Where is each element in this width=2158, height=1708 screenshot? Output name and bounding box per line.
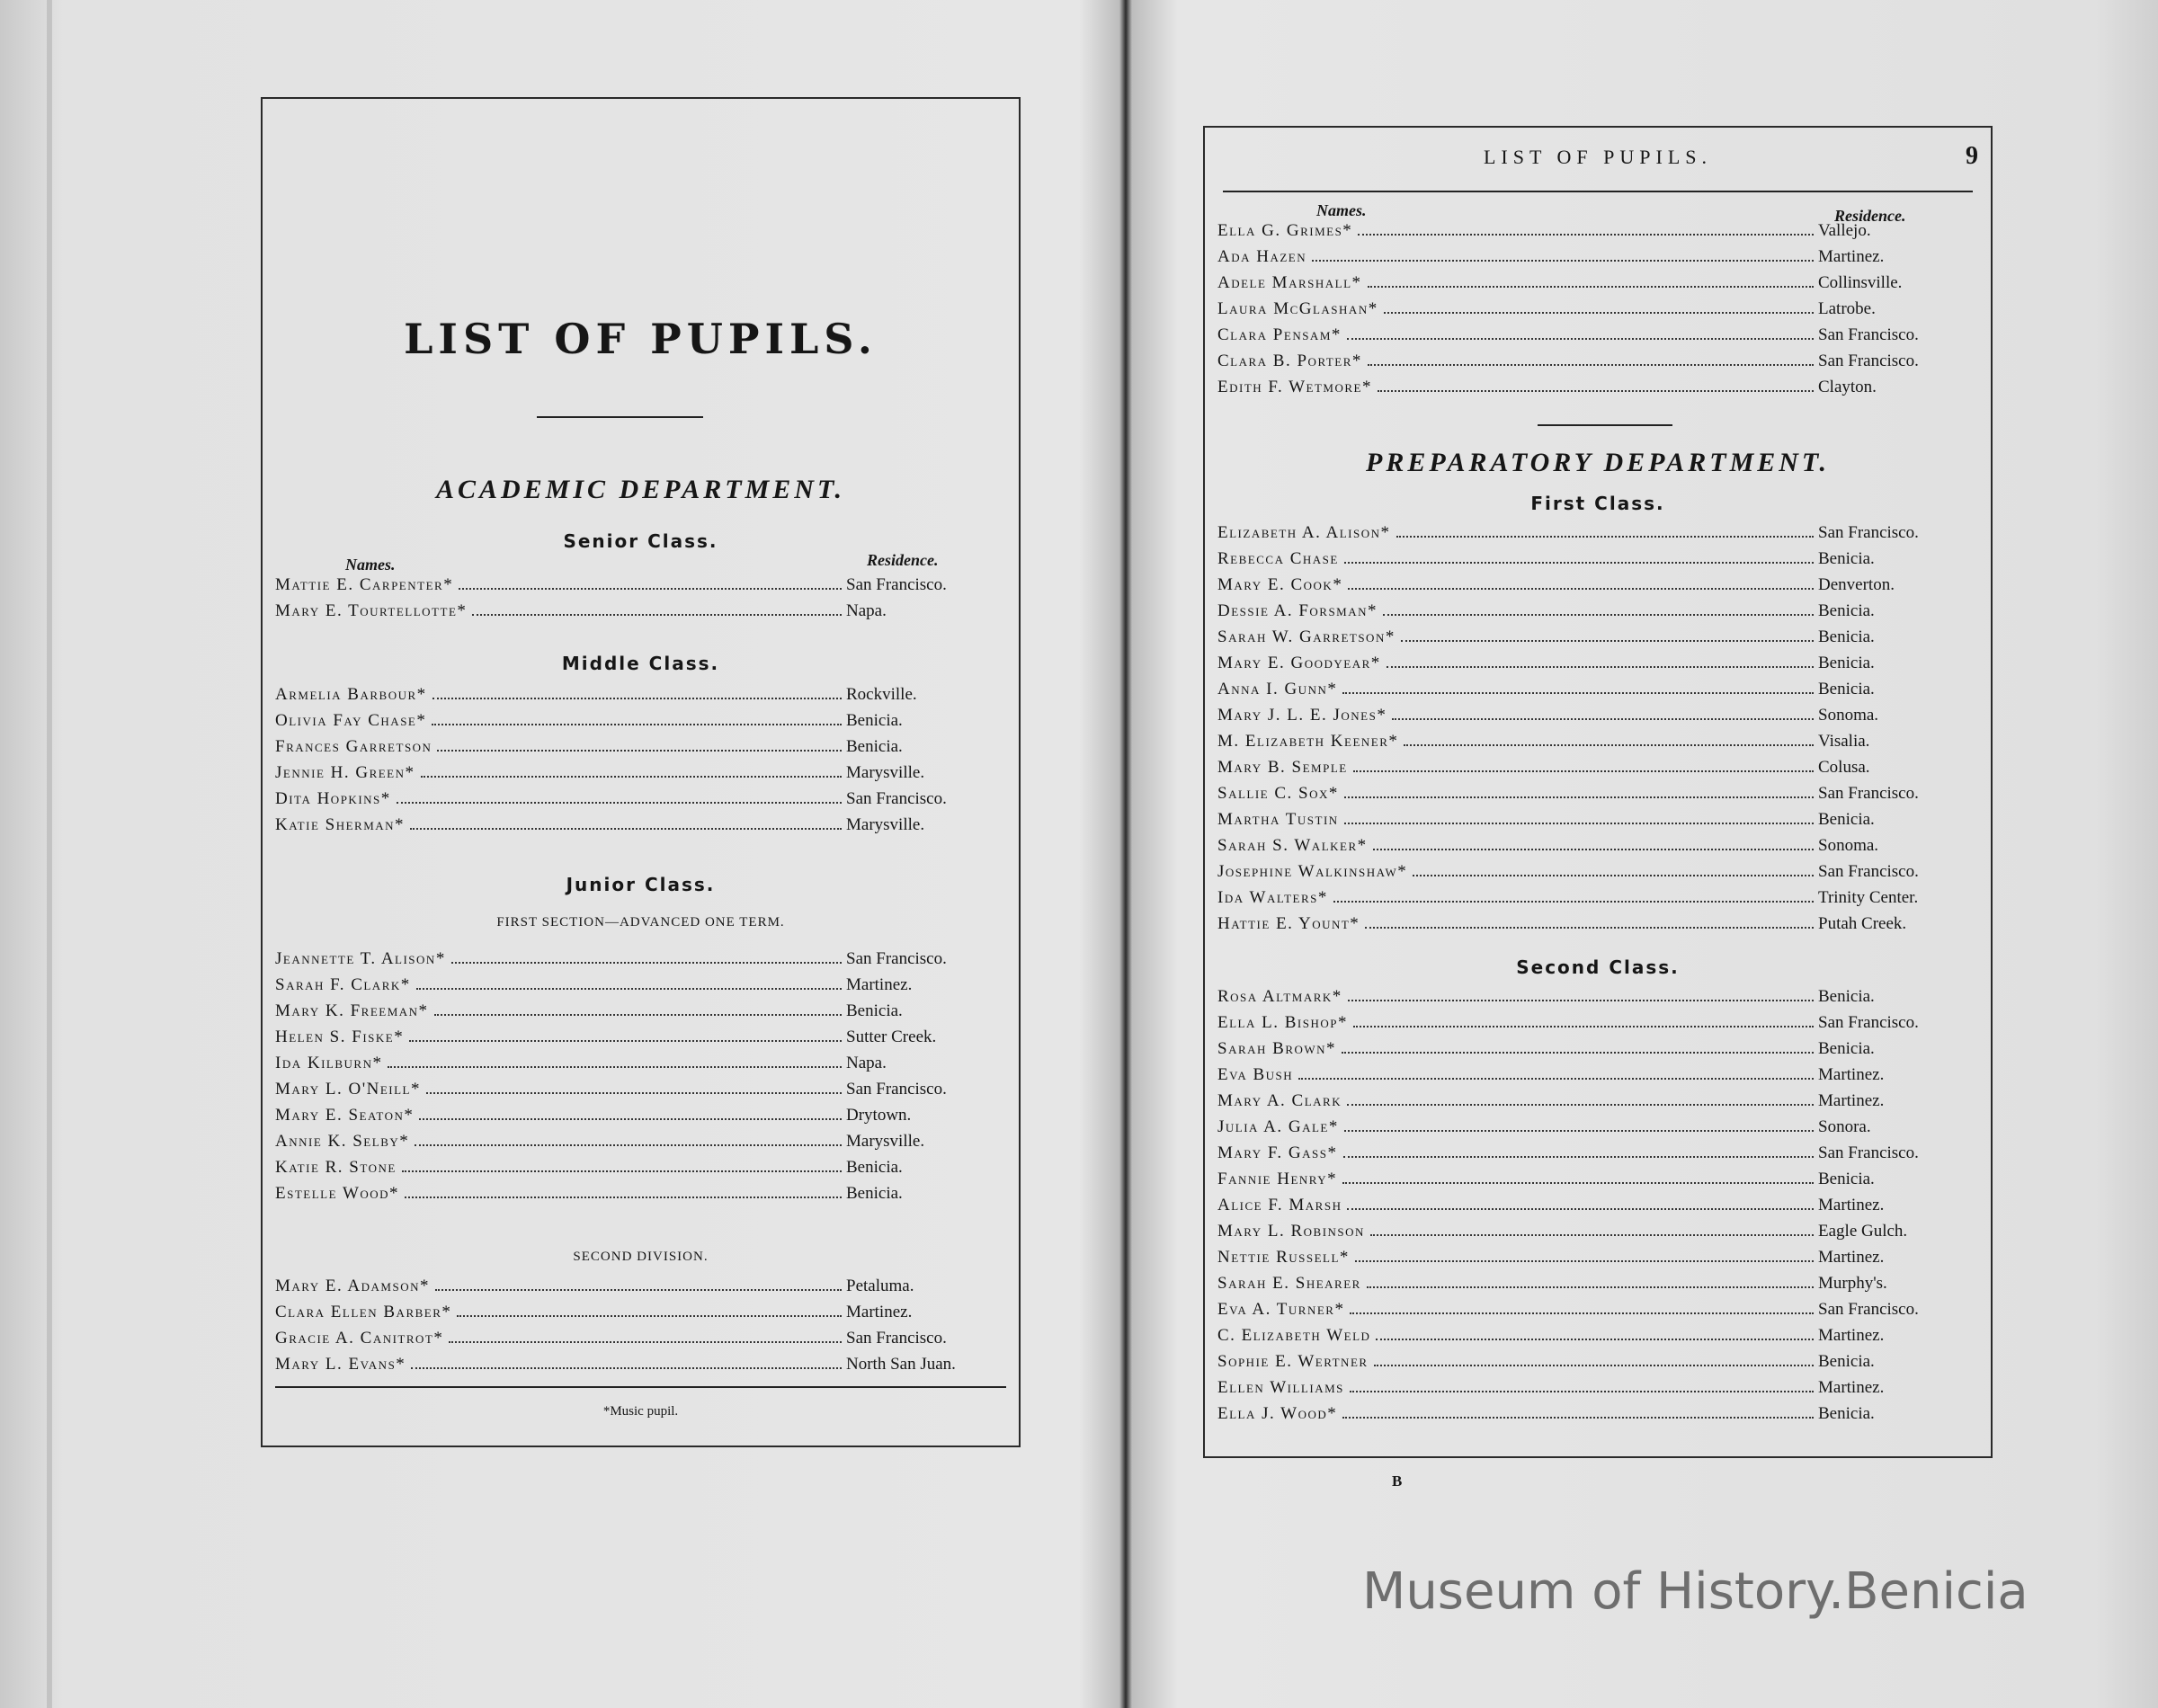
pupil-row [275,711,1006,737]
names-column-head: Names. [345,556,396,574]
pupil-residence: Martinez. [1818,247,1885,266]
page-edge [47,0,52,1708]
pupil-name: Anna I. Gunn* [1217,680,1338,698]
middle-class-heading: Middle Class. [561,653,720,674]
pupil-row [1217,732,1978,758]
pupil-row [1217,1378,1978,1404]
pupil-name: Mary L. Evans* [275,1355,406,1374]
leader-dots [1392,718,1814,720]
continued-list [1217,221,1978,404]
junior-class-heading: Junior Class. [566,874,716,895]
junior-second-division-list [275,1277,1006,1381]
pupil-residence: San Francisco. [846,949,947,968]
senior-class-heading: Senior Class. [563,530,718,552]
pupil-name: Ella L. Bishop* [1217,1013,1348,1032]
pupil-name: Ella G. Grimes* [1217,221,1353,240]
pupil-name: Sarah W. Garretson* [1217,627,1396,646]
pupil-residence: Benicia. [1818,987,1875,1006]
leader-dots [1347,338,1814,340]
pupil-row [1217,299,1978,325]
leader-dots [1342,692,1814,694]
pupil-row [1217,601,1978,627]
pupil-row [1217,273,1978,299]
pupil-name: Mary E. Adamson* [275,1277,430,1295]
pupil-name: Mary L. O'Neill* [275,1080,421,1099]
pupil-residence: Clayton. [1818,378,1877,396]
pupil-row [1217,706,1978,732]
pupil-row [1217,888,1978,914]
pupil-residence: Marysville. [846,1132,925,1151]
pupil-row [1217,1326,1978,1352]
pupil-name: Annie K. Selby* [275,1132,410,1151]
leader-dots [1358,234,1814,236]
pupil-row [1217,810,1978,836]
leader-dots [1344,562,1814,564]
leader-dots [437,750,842,752]
pupil-row [1217,1248,1978,1274]
leader-dots [1333,901,1814,903]
pupil-name: Dita Hopkins* [275,789,391,808]
pupil-residence: Martinez. [846,1303,913,1321]
pupil-residence: San Francisco. [846,1329,947,1348]
pupil-row [275,1184,1006,1210]
pupil-row [1217,914,1978,940]
pupil-name: Estelle Wood* [275,1184,400,1203]
pupil-row [1217,523,1978,549]
pupil-residence: Benicia. [846,1158,903,1177]
pupil-row [1217,378,1978,404]
page-number: 9 [1966,142,1978,170]
pupil-row [1217,627,1978,654]
pupil-name: Hattie E. Yount* [1217,914,1360,933]
pupil-residence: San Francisco. [846,789,947,808]
pupil-name: Mary E. Tourtellotte* [275,601,468,620]
pupil-residence: Martinez. [1818,1065,1885,1084]
leader-dots [1368,286,1814,288]
pupil-row [1217,1300,1978,1326]
pupil-row [1217,1039,1978,1065]
pupil-name: Armelia Barbour* [275,685,427,704]
pupil-name: Fannie Henry* [1217,1170,1338,1188]
pupil-residence: Denverton. [1818,575,1895,594]
pupil-row [1217,247,1978,273]
pupil-residence: Sonora. [1818,1117,1871,1136]
leader-dots [472,614,842,616]
second-division-heading: SECOND DIVISION. [573,1250,709,1264]
pupil-name: Katie R. Stone [275,1158,397,1177]
pupil-residence: San Francisco. [1818,325,1919,344]
pupil-row [1217,1117,1978,1143]
leader-dots [1347,1208,1814,1210]
pupil-residence: Visalia. [1818,732,1870,751]
leader-dots [421,776,842,778]
leader-dots [1350,1312,1814,1314]
pupil-name: Ida Walters* [1217,888,1328,907]
pupil-row [275,815,1006,841]
pupil-residence: Sutter Creek. [846,1027,937,1046]
leader-dots [415,1144,842,1146]
pupil-name: Nettie Russell* [1217,1248,1350,1267]
pupil-name: Clara B. Porter* [1217,351,1362,370]
pupil-row [275,1054,1006,1080]
pupil-name: Jeannette T. Alison* [275,949,446,968]
pupil-row [1217,1196,1978,1222]
pupil-name: Ella J. Wood* [1217,1404,1338,1423]
pupil-residence: Marysville. [846,815,925,834]
pupil-name: Mary E. Cook* [1217,575,1343,594]
pupil-residence: Benicia. [846,737,903,756]
pupil-name: Elizabeth A. Alison* [1217,523,1391,542]
pupil-row [275,1001,1006,1027]
pupil-name: Mary F. Gass* [1217,1143,1338,1162]
pupil-name: Sarah E. Shearer [1217,1274,1361,1293]
leader-dots [1376,1339,1814,1340]
names-column-head: Names. [1316,201,1367,219]
leader-dots [426,1092,842,1094]
pupil-row [275,949,1006,975]
title-rule [537,416,703,418]
pupil-name: M. Elizabeth Keener* [1217,732,1399,751]
pupil-residence: Putah Creek. [1818,914,1907,933]
leader-dots [1365,927,1814,929]
pupil-name: Jennie H. Green* [275,763,415,782]
leader-dots [459,588,842,590]
leader-dots [1387,666,1814,668]
pupil-residence: Benicia. [1818,1404,1875,1423]
pupil-name: Sophie E. Wertner [1217,1352,1369,1371]
pupil-name: Alice F. Marsh [1217,1196,1342,1214]
leader-dots [1342,1052,1814,1054]
leader-dots [1342,1182,1814,1184]
pupil-residence: Martinez. [846,975,913,994]
pupil-row [275,575,1006,601]
pupil-residence: Martinez. [1818,1196,1885,1214]
leader-dots [419,1118,842,1120]
pupil-name: Rosa Altmark* [1217,987,1342,1006]
leader-dots [411,1367,842,1369]
museum-watermark: Museum of History.Benicia [1362,1562,2029,1621]
pupil-name: Rebecca Chase [1217,549,1339,568]
pupil-row [1217,758,1978,784]
pupil-residence: San Francisco. [1818,1143,1919,1162]
leader-dots [449,1341,842,1343]
pupil-row [1217,1352,1978,1378]
pupil-name: Clara Ellen Barber* [275,1303,452,1321]
pupil-name: Edith F. Wetmore* [1217,378,1372,396]
pupil-name: Helen S. Fiske* [275,1027,405,1046]
page-title: LIST OF PUPILS. [404,315,878,363]
pupil-name: Katie Sherman* [275,815,406,834]
junior-first-section-list [275,949,1006,1210]
pupil-row [1217,836,1978,862]
leader-dots [1348,1000,1814,1001]
pupil-row [275,1080,1006,1106]
pupil-residence: Latrobe. [1818,299,1876,318]
leader-dots [409,1040,842,1042]
pupil-name: Gracie A. Canitrot* [275,1329,444,1348]
pupil-residence: Trinity Center. [1818,888,1919,907]
pupil-residence: Benicia. [1818,601,1875,620]
pupil-name: Mary E. Seaton* [275,1106,415,1125]
pupil-name: Julia A. Gale* [1217,1117,1339,1136]
pupil-row [1217,1091,1978,1117]
pupil-row [275,1277,1006,1303]
senior-class-list [275,575,1006,627]
pupil-row [275,763,1006,789]
pupil-residence: San Francisco. [1818,1300,1919,1319]
pupil-residence: San Francisco. [1818,351,1919,370]
leader-dots [1396,536,1814,538]
pupil-name: Eva A. Turner* [1217,1300,1345,1319]
leader-dots [1298,1078,1814,1080]
pupil-name: Ida Kilburn* [275,1054,383,1072]
left-page [261,97,1021,1447]
pupil-name: Mary A. Clark [1217,1091,1342,1110]
pupil-row [1217,654,1978,680]
leader-dots [1383,614,1814,616]
leader-dots [1344,796,1814,798]
leader-dots [435,1289,842,1291]
pupil-residence: San Francisco. [846,575,947,594]
first-class-list [1217,523,1978,940]
pupil-residence: Napa. [846,601,887,620]
running-head: LIST OF PUPILS. [1483,146,1713,168]
pupil-name: Martha Tustin [1217,810,1339,829]
academic-department-heading: ACADEMIC DEPARTMENT. [435,475,846,504]
leader-dots [1368,364,1814,366]
pupil-row [1217,549,1978,575]
leader-dots [1344,823,1814,824]
pupil-residence: North San Juan. [846,1355,956,1374]
pupil-residence: Benicia. [1818,654,1875,672]
pupil-row [275,737,1006,763]
pupil-residence: Benicia. [1818,627,1875,646]
leader-dots [1404,744,1814,746]
pupil-name: Mattie E. Carpenter* [275,575,454,594]
second-class-heading: Second Class. [1516,956,1680,978]
pupil-residence: Benicia. [1818,810,1875,829]
pupil-row [275,975,1006,1001]
section-rule [1538,424,1672,426]
leader-dots [405,1196,842,1198]
pupil-name: Ellen Williams [1217,1378,1344,1397]
pupil-name: Sallie C. Sox* [1217,784,1339,803]
pupil-row [1217,784,1978,810]
pupil-row [275,1106,1006,1132]
pupil-row [1217,987,1978,1013]
pupil-residence: Marysville. [846,763,925,782]
pupil-name: Mary B. Semple [1217,758,1348,777]
leader-dots [1401,640,1814,642]
pupil-residence: Martinez. [1818,1378,1885,1397]
pupil-name: Laura McGlashan* [1217,299,1378,318]
leader-dots [1374,1365,1814,1366]
leader-dots [1413,875,1814,876]
first-section-heading: FIRST SECTION—ADVANCED ONE TERM. [496,915,785,930]
leader-dots [434,1014,842,1016]
leader-dots [397,802,842,804]
pupil-residence: Vallejo. [1818,221,1871,240]
pupil-residence: San Francisco. [1818,862,1919,881]
pupil-residence: Martinez. [1818,1091,1885,1110]
pupil-row [1217,1170,1978,1196]
pupil-name: Mary E. Goodyear* [1217,654,1381,672]
pupil-name: Mary J. L. E. Jones* [1217,706,1387,725]
residence-column-head: Residence. [867,551,939,569]
pupil-residence: Petaluma. [846,1277,914,1295]
leader-dots [457,1315,842,1317]
leader-dots [1342,1417,1814,1419]
leader-dots [1343,1156,1815,1158]
pupil-row [1217,351,1978,378]
first-class-heading: First Class. [1530,493,1665,514]
pupil-row [1217,1065,1978,1091]
pupil-row [1217,221,1978,247]
leader-dots [1384,312,1814,314]
pupil-name: Clara Pensam* [1217,325,1342,344]
pupil-row [1217,1274,1978,1300]
pupil-row [275,1132,1006,1158]
pupil-residence: San Francisco. [1818,523,1919,542]
pupil-residence: Colusa. [1818,758,1870,777]
pupil-row [1217,1143,1978,1170]
running-head-rule [1223,191,1973,192]
leader-dots [410,828,842,830]
leader-dots [432,698,842,699]
leader-dots [1353,1026,1814,1027]
pupil-row [275,1329,1006,1355]
leader-dots [451,962,842,964]
pupil-name: Frances Garretson [275,737,432,756]
pupil-row [275,1303,1006,1329]
pupil-row [275,685,1006,711]
pupil-residence: Benicia. [1818,1352,1875,1371]
pupil-row [1217,862,1978,888]
pupil-name: Dessie A. Forsman* [1217,601,1378,620]
pupil-row [1217,1013,1978,1039]
pupil-row [275,789,1006,815]
pupil-row [1217,1404,1978,1430]
leader-dots [1378,390,1814,392]
leader-dots [1347,1104,1814,1106]
pupil-row [1217,680,1978,706]
leader-dots [1350,1391,1814,1392]
pupil-residence: Napa. [846,1054,887,1072]
leader-dots [432,724,842,725]
middle-class-list [275,685,1006,841]
preparatory-department-heading: PREPARATORY DEPARTMENT. [1366,448,1830,477]
signature-mark: B [1392,1472,1403,1490]
second-class-list [1217,987,1978,1430]
pupil-name: Adele Marshall* [1217,273,1362,292]
leader-dots [1367,1286,1814,1288]
right-page [1203,126,1993,1458]
pupil-name: Eva Bush [1217,1065,1294,1084]
leader-dots [1355,1260,1814,1262]
pupil-residence: San Francisco. [1818,784,1919,803]
pupil-name: Mary K. Freeman* [275,1001,429,1020]
pupil-name: C. Elizabeth Weld [1217,1326,1371,1345]
pupil-name: Sarah F. Clark* [275,975,411,994]
leader-dots [416,988,842,990]
leader-dots [1348,588,1814,590]
pupil-residence: San Francisco. [846,1080,947,1099]
pupil-row [275,1355,1006,1381]
pupil-name: Olivia Fay Chase* [275,711,427,730]
pupil-residence: Benicia. [1818,1039,1875,1058]
pupil-residence: Martinez. [1818,1326,1885,1345]
pupil-row [1217,325,1978,351]
pupil-name: Sarah Brown* [1217,1039,1337,1058]
pupil-residence: Benicia. [846,1001,903,1020]
pupil-residence: Sonoma. [1818,706,1879,725]
leader-dots [1344,1130,1814,1132]
pupil-row [1217,1222,1978,1248]
pupil-name: Sarah S. Walker* [1217,836,1368,855]
pupil-name: Ada Hazen [1217,247,1307,266]
leader-dots [402,1170,842,1172]
pupil-row [275,1027,1006,1054]
leader-dots [1312,260,1814,262]
pupil-residence: Benicia. [846,711,903,730]
leader-dots [388,1066,842,1068]
pupil-row [275,601,1006,627]
pupil-row [1217,575,1978,601]
pupil-residence: Murphy's. [1818,1274,1887,1293]
pupil-residence: Martinez. [1818,1248,1885,1267]
footnote: *Music pupil. [602,1404,679,1419]
leader-dots [1373,849,1814,850]
leader-dots [1353,770,1814,772]
residence-column-head: Residence. [1834,207,1906,225]
pupil-residence: Collinsville. [1818,273,1903,292]
pupil-name: Mary L. Robinson [1217,1222,1365,1241]
pupil-residence: Eagle Gulch. [1818,1222,1908,1241]
footnote-rule [275,1386,1006,1388]
pupil-residence: San Francisco. [1818,1013,1919,1032]
leader-dots [1370,1234,1814,1236]
pupil-residence: Benicia. [1818,680,1875,698]
pupil-residence: Benicia. [846,1184,903,1203]
pupil-residence: Sonoma. [1818,836,1879,855]
pupil-name: Josephine Walkinshaw* [1217,862,1408,881]
pupil-residence: Benicia. [1818,549,1875,568]
pupil-residence: Drytown. [846,1106,912,1125]
pupil-row [275,1158,1006,1184]
pupil-residence: Benicia. [1818,1170,1875,1188]
pupil-residence: Rockville. [846,685,917,704]
